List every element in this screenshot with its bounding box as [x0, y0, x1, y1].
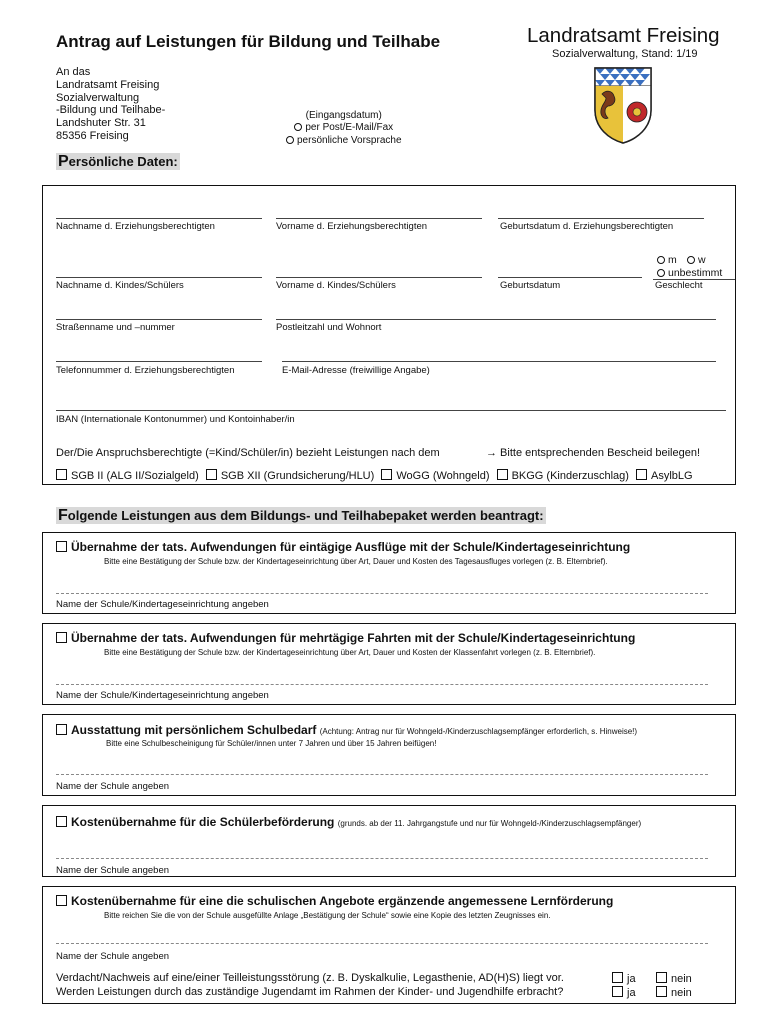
address-line: Landratsamt Freising	[56, 78, 160, 91]
receipt-option-personal[interactable]	[286, 135, 402, 147]
radio-icon[interactable]	[657, 269, 665, 277]
office-name: Landratsamt Freising	[527, 24, 720, 47]
service-title-text: Kostenübernahme für eine die schulischen Angebote ergänzende angemessene Lernförderung	[71, 894, 614, 908]
answer-q1-no[interactable]	[656, 972, 692, 985]
service-note: Bitte eine Bestätigung der Schule bzw. der Kindertageseinrichtung über Art, Dauer und Kosten des Tagesausfluges vorlegen (z. B. Elternbrief).	[104, 557, 608, 566]
address-line: -Bildung und Teilhabe-	[56, 104, 166, 117]
bescheid-hint: → Bitte entsprechenden Bescheid beilegen!	[486, 447, 701, 459]
field-label: Name der Schule angeben	[56, 951, 170, 962]
address-line: Sozialverwaltung	[56, 91, 140, 104]
field-line[interactable]	[56, 593, 708, 594]
answer-q2-no[interactable]	[656, 986, 692, 999]
heading-initial: P	[58, 153, 69, 170]
checkbox-asylblg[interactable]	[636, 469, 647, 480]
field-line[interactable]	[56, 943, 708, 944]
service-note: Bitte eine Schulbescheinigung für Schüler/innen unter 7 Jahren und über 15 Jahren beifügen!	[106, 739, 437, 748]
service-title-multi-day-trips[interactable]	[56, 631, 635, 645]
checkbox-q1-yes[interactable]	[612, 972, 623, 983]
section-services-heading	[56, 507, 546, 525]
checkbox-bkgg[interactable]	[497, 469, 508, 480]
receipt-option-post[interactable]	[286, 122, 402, 134]
address-line: 85356 Freising	[56, 129, 129, 142]
option-label: SGB XII (Grundsicherung/HLU)	[220, 470, 375, 482]
field-label: Name der Schule angeben	[56, 781, 170, 792]
option-label: BKGG (Kinderzuschlag)	[511, 470, 629, 482]
service-title-day-trips[interactable]	[56, 540, 630, 554]
receipt-option-label: persönliche Vorsprache	[297, 134, 402, 146]
field-label: Geburtsdatum	[500, 280, 561, 291]
checkbox-day-trips[interactable]	[56, 541, 67, 552]
address-line: An das	[56, 66, 91, 78]
checkbox-multi-day-trips[interactable]	[56, 632, 67, 643]
checkbox-transport[interactable]	[56, 816, 67, 827]
field-line[interactable]	[56, 858, 708, 859]
gender-option-m[interactable]	[657, 254, 677, 266]
gender-label: unbestimmt	[668, 267, 723, 279]
benefit-basis-text: Der/Die Anspruchsberechtigte (=Kind/Schüler/in) bezieht Leistungen nach dem	[56, 447, 440, 459]
field-line[interactable]	[56, 277, 262, 278]
radio-icon[interactable]	[294, 123, 302, 131]
service-title-school-supplies[interactable]	[56, 723, 637, 737]
answer-q2-yes[interactable]	[612, 986, 636, 999]
field-line[interactable]	[282, 361, 716, 362]
service-hint: (grunds. ab der 11. Jahrgangstufe und nur für Wohngeld-/Kinderzuschlagsempfänger)	[337, 819, 642, 828]
heading-initial: F	[58, 507, 68, 524]
field-line[interactable]	[276, 218, 482, 219]
radio-icon[interactable]	[286, 136, 294, 144]
option-label: AsylbLG	[651, 470, 693, 482]
checkbox-tutoring[interactable]	[56, 895, 67, 906]
field-label: Name der Schule/Kindertageseinrichtung angeben	[56, 690, 269, 701]
service-title-transport[interactable]	[56, 815, 641, 829]
field-label: Vorname d. Erziehungsberechtigten	[276, 221, 428, 232]
radio-icon[interactable]	[687, 256, 695, 264]
checkbox-q1-no[interactable]	[656, 972, 667, 983]
field-line[interactable]	[56, 361, 262, 362]
checkbox-q2-yes[interactable]	[612, 986, 623, 997]
service-title-text: Übernahme der tats. Aufwendungen für mehrtägige Fahrten mit der Schule/Kindertageseinrichtung	[71, 631, 636, 645]
field-label: Telefonnummer d. Erziehungsberechtigten	[56, 365, 235, 376]
service-title-text: Ausstattung mit persönlichem Schulbedarf	[71, 723, 317, 737]
field-label: Geburtsdatum d. Erziehungsberechtigten	[500, 221, 674, 232]
gender-label: w	[698, 254, 706, 266]
field-label: Name der Schule/Kindertageseinrichtung angeben	[56, 599, 269, 610]
field-line[interactable]	[56, 684, 708, 685]
question-youth-office: Werden Leistungen durch das zuständige Jugendamt im Rahmen der Kinder- und Jugendhilfe erbracht?	[56, 986, 564, 998]
field-label: Postleitzahl und Wohnort	[276, 322, 382, 333]
field-label: Geschlecht	[655, 280, 703, 291]
service-note: Bitte reichen Sie die von der Schule ausgefüllte Anlage „Bestätigung der Schule“ sowie eine Kopie des letzten Zeugnisses ein.	[104, 911, 551, 920]
gender-option-unbestimmt[interactable]	[657, 267, 722, 279]
field-label: IBAN (Internationale Kontonummer) und Kontoinhaber/in	[56, 414, 295, 425]
answer-label: nein	[671, 973, 692, 985]
heading-text: olgende Leistungen aus dem Bildungs- und Teilhabepaket werden beantragt:	[67, 508, 544, 523]
option-label: WoGG (Wohngeld)	[396, 470, 490, 482]
field-line[interactable]	[276, 319, 716, 320]
answer-label: ja	[627, 987, 636, 999]
receipt-option-label: per Post/E-Mail/Fax	[305, 122, 394, 134]
question-learning-disorder: Verdacht/Nachweis auf eine/einer Teilleistungsstörung (z. B. Dyskalkulie, Legasthenie, AD(H)S) liegt vor.	[56, 972, 564, 984]
office-subtitle: Sozialverwaltung, Stand: 1/19	[552, 48, 698, 60]
checkbox-sgb2[interactable]	[56, 469, 67, 480]
answer-label: nein	[671, 987, 692, 999]
field-line[interactable]	[56, 410, 726, 411]
freising-crest-icon	[592, 66, 654, 144]
field-line[interactable]	[56, 774, 708, 775]
service-title-text: Kostenübernahme für die Schülerbeförderung	[71, 815, 335, 829]
field-label: Vorname d. Kindes/Schülers	[276, 280, 396, 291]
field-line[interactable]	[498, 218, 704, 219]
section-personal-heading	[56, 153, 180, 171]
service-title-text: Übernahme der tats. Aufwendungen für eintägige Ausflüge mit der Schule/Kindertageseinrichtung	[71, 540, 631, 554]
address-line: Landshuter Str. 31	[56, 117, 146, 130]
field-line[interactable]	[498, 277, 642, 278]
field-label: E-Mail-Adresse (freiwillige Angabe)	[282, 365, 430, 376]
field-label: Nachname d. Erziehungsberechtigten	[56, 221, 215, 232]
answer-label: ja	[627, 973, 636, 985]
service-title-tutoring[interactable]	[56, 894, 613, 908]
radio-icon[interactable]	[657, 256, 665, 264]
gender-label: m	[668, 254, 677, 266]
recipient-address	[56, 66, 165, 143]
benefit-options	[56, 469, 693, 482]
service-hint: (Achtung: Antrag nur für Wohngeld-/Kinderzuschlagsempfänger erforderlich, s. Hinweise!)	[319, 727, 638, 736]
gender-option-w[interactable]	[687, 254, 706, 266]
receipt-date-label: (Eingangsdatum)	[305, 110, 382, 121]
answer-q1-yes[interactable]	[612, 972, 636, 985]
heading-text: ersönliche Daten:	[68, 154, 178, 169]
service-note: Bitte eine Bestätigung der Schule bzw. der Kindertageseinrichtung über Art, Dauer und Kosten der Klassenfahrt vorlegen (z. B. Elternbrief).	[104, 648, 596, 657]
checkbox-wogg[interactable]	[381, 469, 392, 480]
checkbox-q2-no[interactable]	[656, 986, 667, 997]
form-title: Antrag auf Leistungen für Bildung und Teilhabe	[56, 32, 441, 51]
field-label: Nachname d. Kindes/Schülers	[56, 280, 184, 291]
field-label: Name der Schule angeben	[56, 865, 170, 876]
option-label: SGB II (ALG II/Sozialgeld)	[71, 470, 199, 482]
receipt-date-block	[286, 110, 402, 147]
field-line[interactable]	[56, 218, 262, 219]
field-label: Straßenname und –nummer	[56, 322, 175, 333]
checkbox-school-supplies[interactable]	[56, 724, 67, 735]
checkbox-sgb12[interactable]	[206, 469, 217, 480]
field-line[interactable]	[56, 319, 262, 320]
field-line[interactable]	[276, 277, 482, 278]
